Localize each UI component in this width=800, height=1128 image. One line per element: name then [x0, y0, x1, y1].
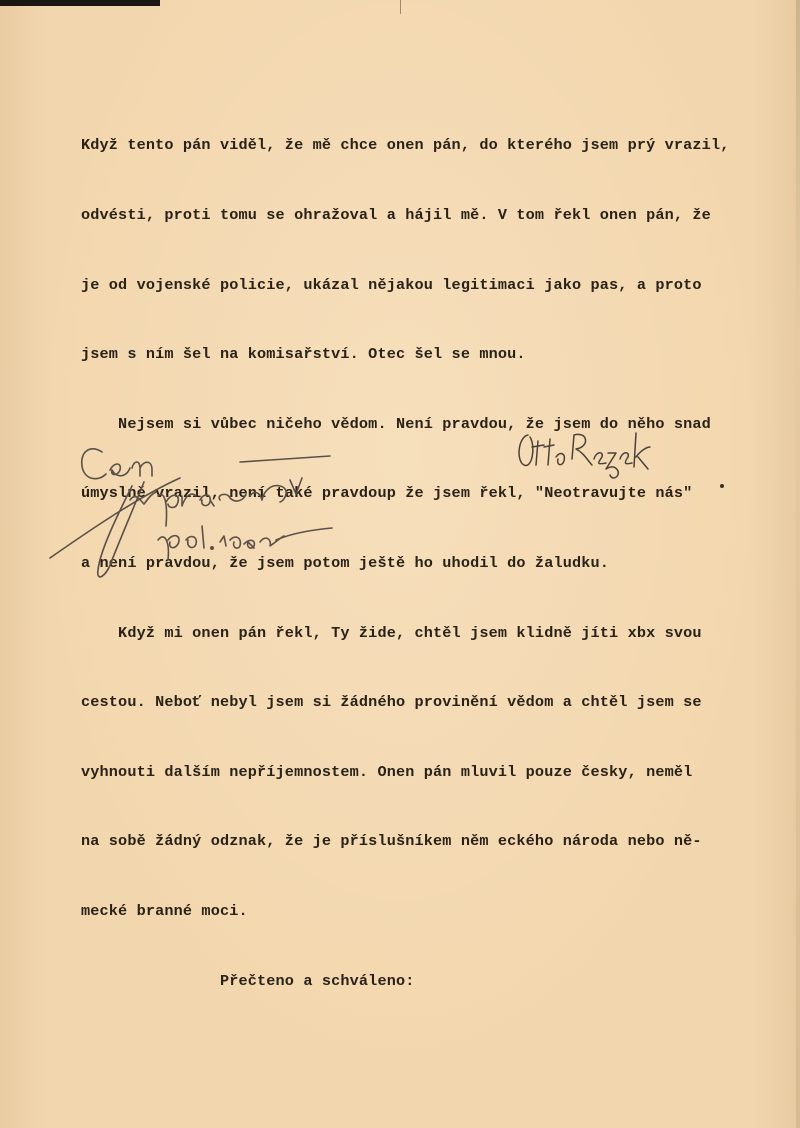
signature-official	[40, 430, 350, 590]
text-line: mecké branné moci.	[81, 901, 248, 920]
text-line: a není pravdou, že jsem potom ještě ho uhodil do žaludku.	[81, 553, 610, 572]
fold-mark	[400, 0, 401, 14]
text-line: Když mi onen pán řekl, Ty žide, chtěl jsem klidně jíti xbx svou	[81, 623, 702, 642]
signature-person	[512, 425, 662, 485]
text-line: Nejsem si vůbec ničeho vědom. Není pravdou, že jsem do něho snad	[81, 414, 711, 433]
text-line: Když tento pán viděl, že mě chce onen pán, do kterého jsem prý vrazil,	[81, 136, 730, 155]
text-line: vyhnouti dalším nepříjemnostem. Onen pán mluvil pouze česky, neměl	[81, 762, 693, 781]
text-line: na sobě žádný odznak, že je příslušníkem něm eckého národa nebo ně-	[81, 832, 702, 851]
text-line: cestou. Neboť nebyl jsem si žádného provinění vědom a chtěl jsem se	[81, 693, 702, 712]
approval-line: Přečteno a schváleno:	[81, 971, 415, 990]
text-line: úmyslně vrazil, není také pravdoup že jsem řekl, "Neotravujte nás"	[81, 484, 693, 503]
paper-edge	[796, 0, 800, 1128]
scan-edge-strip	[0, 0, 160, 6]
ink-dot	[720, 484, 724, 488]
text-line: odvésti, proti tomu se ohražoval a hájil mě. V tom řekl onen pán, že	[81, 206, 711, 224]
text-line: je od vojenské policie, ukázal nějakou legitimaci jako pas, a proto	[81, 275, 702, 294]
text-line: jsem s ním šel na komisařství. Otec šel se mnou.	[81, 345, 526, 364]
